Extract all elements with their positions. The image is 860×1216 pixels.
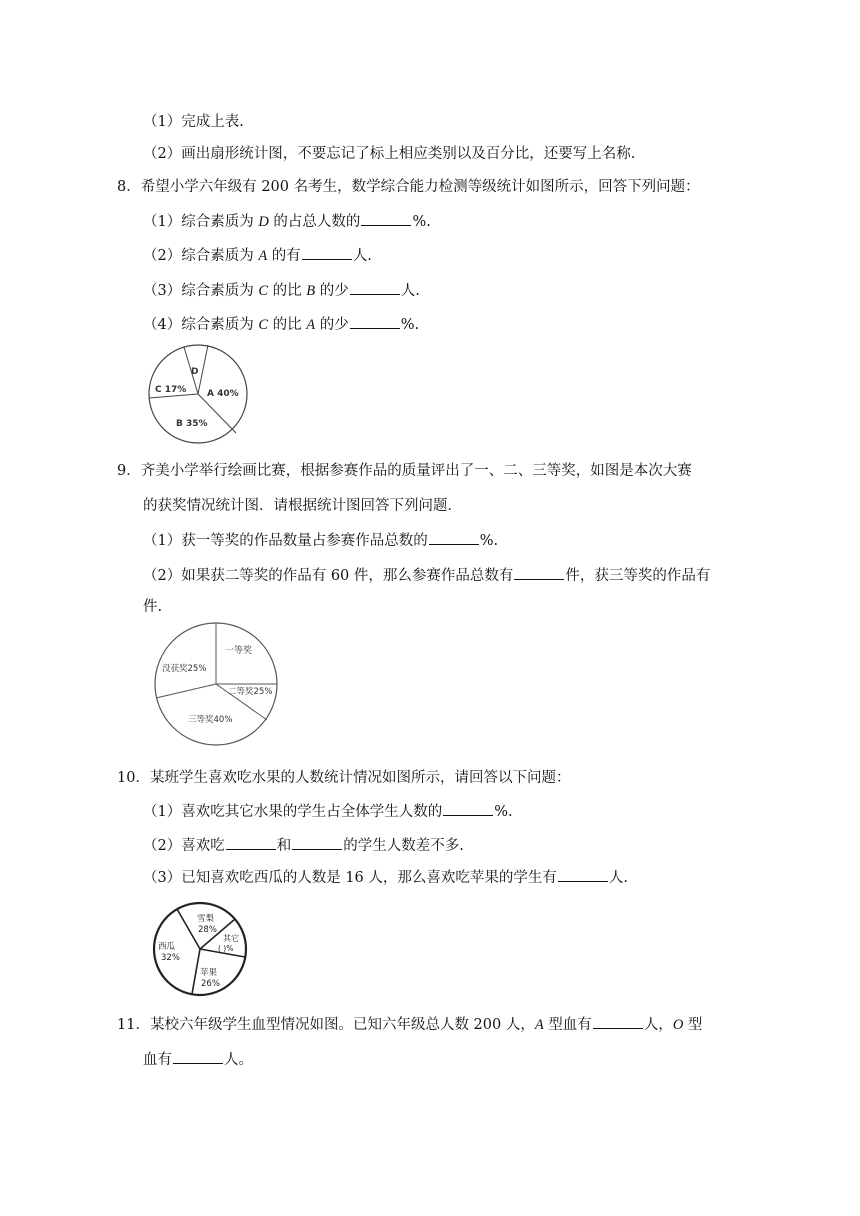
pie-label-pear-pct: 28% — [198, 925, 217, 935]
q8-pie-chart — [140, 340, 260, 450]
answer-blank[interactable] — [302, 245, 352, 260]
q8-sub4: （4）综合素质为 C 的比 A 的少 %. — [143, 314, 419, 335]
q10-sub3: （3）已知喜欢吃西瓜的人数是 16 人，那么喜欢吃苹果的学生有 人. — [143, 867, 628, 888]
pie-label-b: B 35% — [176, 419, 208, 429]
pie-label-other-pct: ( )% — [218, 944, 234, 953]
q7-sub1: （1）完成上表. — [143, 114, 244, 130]
q9-sub1: （1）获一等奖的作品数量占参赛作品总数的 %. — [143, 530, 498, 551]
answer-blank[interactable] — [361, 211, 411, 226]
q10-pie-chart — [150, 897, 250, 999]
pie-label-second: 二等奖25% — [228, 687, 273, 697]
q8-sub3: （3）综合素质为 C 的比 B 的少 人. — [143, 280, 420, 301]
answer-blank[interactable] — [173, 1049, 223, 1064]
q10-stem: 10．某班学生喜欢吃水果的人数统计情况如图所示，请回答以下问题： — [117, 770, 571, 786]
q10-sub2: （2）喜欢吃 和 的学生人数差不多. — [143, 835, 464, 856]
q9-stem-line2: 的获奖情况统计图．请根据统计图回答下列问题． — [143, 498, 462, 514]
pie-label-third: 三等奖40% — [188, 715, 233, 725]
pie-label-apple-pct: 26% — [201, 979, 220, 989]
answer-blank[interactable] — [429, 530, 479, 545]
pie-label-c: C 17% — [155, 385, 187, 395]
q10-sub1: （1）喜欢吃其它水果的学生占全体学生人数的 %. — [143, 801, 513, 822]
q9-stem-line1: 9．齐美小学举行绘画比赛，根据参赛作品的质量评出了一、二、三等奖，如图是本次大赛 — [117, 463, 692, 479]
pie-label-d: D — [191, 367, 199, 377]
pie-label-a: A 40% — [207, 389, 239, 399]
pie-label-other: 其它 — [223, 934, 239, 943]
answer-blank[interactable] — [558, 867, 608, 882]
q8-sub1: （1）综合素质为 D 的占总人数的 %. — [143, 211, 431, 232]
pie-label-none: 没获奖25% — [162, 664, 207, 674]
q9-sub2-cont: 件. — [143, 599, 163, 615]
q9-sub2: （2）如果获二等奖的作品有 60 件，那么参赛作品总数有 件，获三等奖的作品有 — [143, 565, 710, 586]
q9-pie-chart — [150, 620, 285, 750]
answer-blank[interactable] — [292, 835, 342, 850]
pie-label-watermelon-pct: 32% — [161, 953, 180, 963]
q8-sub2: （2）综合素质为 A 的有 人. — [143, 245, 372, 266]
answer-blank[interactable] — [350, 314, 400, 329]
q7-sub2: （2）画出扇形统计图，不要忘记了标上相应类别以及百分比，还要写上名称. — [143, 146, 636, 162]
pie-label-pear: 雪梨 — [197, 914, 215, 924]
answer-blank[interactable] — [226, 835, 276, 850]
answer-blank[interactable] — [514, 565, 564, 580]
answer-blank[interactable] — [593, 1014, 643, 1029]
pie-label-first: 一等奖 — [225, 646, 253, 656]
answer-blank[interactable] — [350, 280, 400, 295]
q11-stem-line2: 血有 人。 — [143, 1049, 253, 1070]
q8-stem: 8．希望小学六年级有 200 名考生，数学综合能力检测等级统计如图所示，回答下列问题： — [117, 179, 700, 195]
pie-label-apple: 苹果 — [200, 968, 218, 978]
q11-stem-line1: 11．某校六年级学生血型情况如图。已知六年级总人数 200 人，A 型血有 人，O 型 — [117, 1014, 702, 1035]
pie-label-watermelon: 西瓜 — [158, 942, 176, 952]
answer-blank[interactable] — [443, 801, 493, 816]
